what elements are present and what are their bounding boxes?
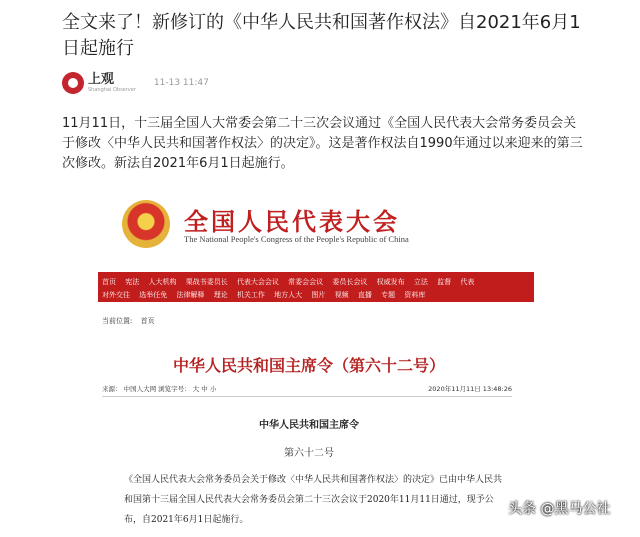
nav-item[interactable]: 权威发布: [376, 278, 405, 286]
article-title: 全文来了！新修订的《中华人民共和国著作权法》自2021年6月1日起施行: [62, 12, 581, 59]
nav-item[interactable]: 对外交往: [102, 291, 130, 299]
nav-item[interactable]: 监督: [437, 278, 452, 286]
body-title: 中华人民共和国主席令: [259, 420, 359, 431]
body-text: 《全国人民代表大会常务委员会关于修改〈中华人民共和国著作权法〉的决定》已由中华人民共和国第十三届全国人民代表大会常务委员会第二十三次会议于2020年11月11日通过，现予公布，自2021年6月1日起施行。: [124, 475, 503, 525]
source-row: [102, 384, 512, 393]
nav-item[interactable]: 宪法: [125, 278, 140, 286]
npc-header: [84, 188, 534, 270]
npc-cn-name: 全国人民代表大会: [184, 207, 400, 236]
watermark: 头条 @黑马公社: [508, 501, 611, 517]
national-emblem-icon: [122, 200, 170, 248]
source-name[interactable]: [88, 73, 136, 93]
article-intro: 11月11日，十三届全国人大常委会第二十三次会议通过《全国人民代表大会常务委员会关于修改〈中华人民共和国著作权法〉的决定》。这是著作权法自1990年通过以来迎来的第三次修改。新法自2021年6月1日起施行。: [62, 116, 583, 171]
source-date: 2020年11月11日 13:48:26: [428, 385, 512, 393]
npc-nav-bar: [98, 272, 534, 302]
nav-item[interactable]: 选举任免: [139, 291, 168, 299]
nav-item[interactable]: 视频: [334, 291, 349, 299]
nav-item[interactable]: 法律解释: [176, 291, 205, 299]
publish-time: 11-13 11:47: [153, 78, 209, 88]
nav-item[interactable]: 直播: [357, 291, 372, 299]
npc-en-name: The National People's Congress of the People's Republic of China: [184, 234, 409, 244]
body-number: 第六十二号: [284, 448, 334, 459]
nav-item[interactable]: 资料库: [404, 291, 426, 299]
source-line: 来源： 中国人大网 浏览字号： 大 中 小: [102, 385, 217, 393]
divider: [102, 396, 512, 397]
nav-item[interactable]: 代表: [460, 278, 475, 286]
nav-item[interactable]: 图片: [311, 291, 326, 299]
nav-row-1: [102, 277, 481, 287]
embedded-screenshot: [84, 188, 534, 537]
nav-item[interactable]: 委员长会议: [332, 278, 368, 286]
nav-item[interactable]: 理论: [213, 291, 228, 299]
breadcrumb-label: 当前位置:: [102, 317, 133, 325]
nav-row-2: [102, 290, 432, 300]
source-name-text: 上观: [88, 72, 115, 87]
nav-item[interactable]: 地方人大: [274, 291, 303, 299]
nav-item[interactable]: 人大机构: [148, 278, 177, 286]
nav-item[interactable]: 立法: [413, 278, 428, 286]
order-title: 中华人民共和国主席令（第六十二号）: [172, 356, 445, 375]
nav-item[interactable]: 常委会会议: [288, 278, 324, 286]
source-subname: Shanghai Observer: [88, 87, 136, 93]
breadcrumb-home-link[interactable]: 首页: [140, 317, 155, 325]
source-logo-icon[interactable]: [62, 72, 84, 94]
nav-item[interactable]: 专题: [381, 291, 396, 299]
nav-item[interactable]: 栗战书委员长: [185, 278, 228, 286]
breadcrumb: [102, 316, 161, 326]
nav-item[interactable]: 机关工作: [236, 291, 265, 299]
nav-item[interactable]: 代表大会会议: [236, 278, 279, 286]
source-meta: [62, 70, 209, 96]
nav-item[interactable]: 首页: [102, 278, 116, 286]
